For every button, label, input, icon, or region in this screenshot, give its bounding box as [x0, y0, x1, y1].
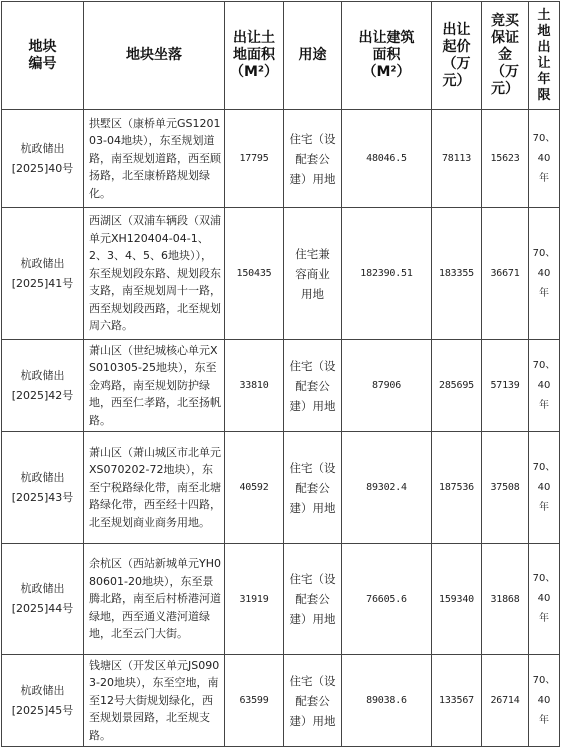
location-cell: 萧山区（萧山城区市北单元XS070202-72地块），东至宁税路绿化带，南至北塘路绿化带，西至经十四路，北至规划商业商务用地。 [84, 432, 225, 544]
floor-area-cell: 76605.6 [342, 544, 432, 655]
use-cell: 住宅（设 配套公 建）用地 [284, 544, 342, 655]
table-row [2, 432, 560, 544]
years-cell: 70、 40 年 [529, 544, 560, 655]
floor-area-cell: 182390.51 [342, 208, 432, 340]
deposit-cell: 37508 [482, 432, 529, 544]
land-auction-table [1, 1, 560, 747]
start-price-cell: 78113 [432, 110, 482, 208]
start-price-cell: 159340 [432, 544, 482, 655]
header-start-price: 出让 起价 （万 元） [432, 2, 482, 110]
floor-area-cell: 89302.4 [342, 432, 432, 544]
table-row [2, 655, 560, 747]
deposit-cell: 31868 [482, 544, 529, 655]
location-cell: 拱墅区（康桥单元GS120103-04地块），东至规划道路，南至规划道路，西至顾扬路，北至康桥路规划绿化。 [84, 110, 225, 208]
floor-area-cell: 48046.5 [342, 110, 432, 208]
header-parcel-no: 地块 编号 [2, 2, 84, 110]
table-row [2, 110, 560, 208]
area-cell: 33810 [225, 340, 284, 432]
parcel-no-cell: 杭政储出 [2025]43号 [2, 432, 84, 544]
years-cell: 70、 40 年 [529, 208, 560, 340]
parcel-no-cell: 杭政储出 [2025]44号 [2, 544, 84, 655]
start-price-cell: 183355 [432, 208, 482, 340]
deposit-cell: 36671 [482, 208, 529, 340]
table-row [2, 340, 560, 432]
use-cell: 住宅兼 容商业 用地 [284, 208, 342, 340]
area-cell: 40592 [225, 432, 284, 544]
years-cell: 70、 40 年 [529, 340, 560, 432]
start-price-cell: 285695 [432, 340, 482, 432]
years-cell: 70、 40 年 [529, 432, 560, 544]
use-cell: 住宅（设 配套公 建）用地 [284, 432, 342, 544]
table-row [2, 544, 560, 655]
location-cell: 萧山区（世纪城核心单元XS010305-25地块），东至金鸡路，南至规划防护绿地，西至仁孝路，北至扬帆路。 [84, 340, 225, 432]
parcel-no-cell: 杭政储出 [2025]40号 [2, 110, 84, 208]
header-location: 地块坐落 [84, 2, 225, 110]
area-cell: 150435 [225, 208, 284, 340]
area-cell: 31919 [225, 544, 284, 655]
header-area: 出让土 地面积 （M²） [225, 2, 284, 110]
parcel-no-cell: 杭政储出 [2025]41号 [2, 208, 84, 340]
area-cell: 63599 [225, 655, 284, 747]
location-cell: 钱塘区（开发区单元JS0903-20地块），东至空地，南至12号大街规划绿化，西至规划景园路，北至规支路。 [84, 655, 225, 747]
header-use: 用途 [284, 2, 342, 110]
table-row [2, 208, 560, 340]
floor-area-cell: 89038.6 [342, 655, 432, 747]
use-cell: 住宅（设 配套公 建）用地 [284, 110, 342, 208]
start-price-cell: 187536 [432, 432, 482, 544]
use-cell: 住宅（设 配套公 建）用地 [284, 340, 342, 432]
header-row [2, 2, 560, 110]
header-floor-area: 出让建筑 面积 （M²） [342, 2, 432, 110]
area-cell: 17795 [225, 110, 284, 208]
parcel-no-cell: 杭政储出 [2025]42号 [2, 340, 84, 432]
deposit-cell: 57139 [482, 340, 529, 432]
header-years: 土 地 出 让 年 限 [529, 2, 560, 110]
parcel-no-cell: 杭政储出 [2025]45号 [2, 655, 84, 747]
location-cell: 余杭区（西站新城单元YH080601-20地块），东至景腾北路，南至后村桥港河道绿地，西至通义港河道绿地，北至云门大街。 [84, 544, 225, 655]
use-cell: 住宅（设 配套公 建）用地 [284, 655, 342, 747]
location-cell: 西湖区（双浦车辆段（双浦单元XH120404-04-1、2、3、4、5、6地块）），东至规划段东路、规划段东支路，南至规划周十一路，西至规划段西路，北至规划周六路。 [84, 208, 225, 340]
years-cell: 70、 40 年 [529, 110, 560, 208]
header-deposit: 竞买 保证 金 （万 元） [482, 2, 529, 110]
floor-area-cell: 87906 [342, 340, 432, 432]
start-price-cell: 133567 [432, 655, 482, 747]
years-cell: 70、 40 年 [529, 655, 560, 747]
deposit-cell: 15623 [482, 110, 529, 208]
deposit-cell: 26714 [482, 655, 529, 747]
